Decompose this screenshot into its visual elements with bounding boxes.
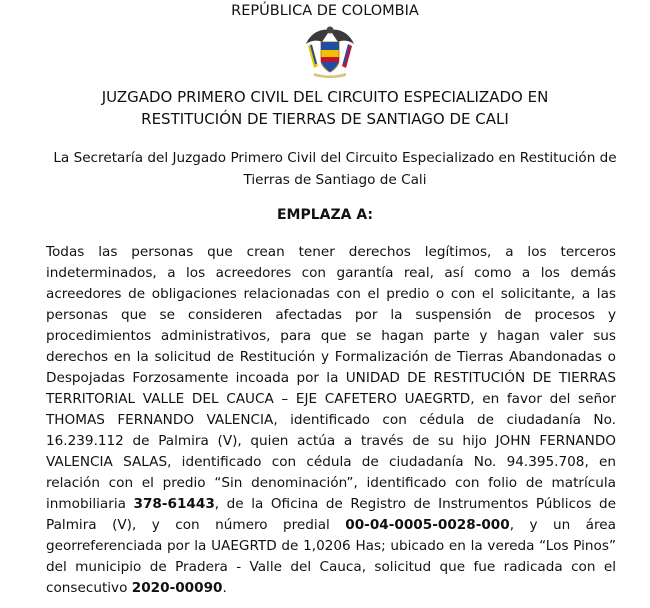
coat-of-arms-icon: [302, 24, 358, 78]
republic-title: REPÚBLICA DE COLOMBIA: [231, 3, 419, 19]
secretary-statement: [40, 147, 630, 191]
predial-number: 00-04-0005-0028-000: [345, 517, 510, 533]
consecutive-number: 2020-00090: [131, 580, 223, 596]
folio-number: 378-61443: [133, 496, 215, 512]
secretary-line-2: Tierras de Santiago de Cali: [243, 172, 427, 188]
body-part-4: .: [222, 580, 227, 596]
body-part-2: , de la Oficina de Registro de Instrumentos Públicos de Palmira (V), y con número predial: [46, 496, 616, 533]
court-name: [0, 86, 650, 130]
body-part-1: Todas las personas que crean tener derechos legítimos, a los terceros indeterminados, a los acreedores con garantía real, así como a los demás acreedores de obligaciones relacionadas con el predio o con el solicitante, a las personas que se consideren afectadas por la suspensión de procesos y procedimientos administrativos, para que se hagan parte y hagan valer sus derechos en la solicitud de Restitución y Formalización de Tierras Abandonadas o Despojadas Forzosamente incoada por la UNIDAD DE RESTITUCIÓN DE TIERRAS TERRITORIAL VALLE DEL CAUCA – EJE CAFETERO UAEGRTD, en favor del señor THOMAS FERNANDO VALENCIA, identificado con cédula de ciudadanía No. 16.239.112 de Palmira (V), quien actúa a través de su hijo JOHN FERNANDO VALENCIA SALAS, identificado con cédula de ciudadanía No. 94.395.708, en relación con el predio “Sin denominación”, identificado con folio de matrícula inmobiliaria: [46, 244, 616, 512]
court-line-1: JUZGADO PRIMERO CIVIL DEL CIRCUITO ESPECIALIZADO EN: [101, 88, 549, 106]
secretary-line-1: La Secretaría del Juzgado Primero Civil del Circuito Especializado en Restitución de: [53, 150, 617, 166]
body-part-3: , y un área georreferenciada por la UAEGRTD de 1,0206 Has; ubicado en la vereda “Los Pinos” del municipio de Pradera - Valle del Cauca, solicitud que fue radicada con el consecutivo: [46, 517, 616, 596]
court-line-2: RESTITUCIÓN DE TIERRAS DE SANTIAGO DE CALI: [141, 110, 509, 128]
summons-heading: EMPLAZA A:: [276, 207, 374, 223]
summons-body: [46, 242, 616, 599]
